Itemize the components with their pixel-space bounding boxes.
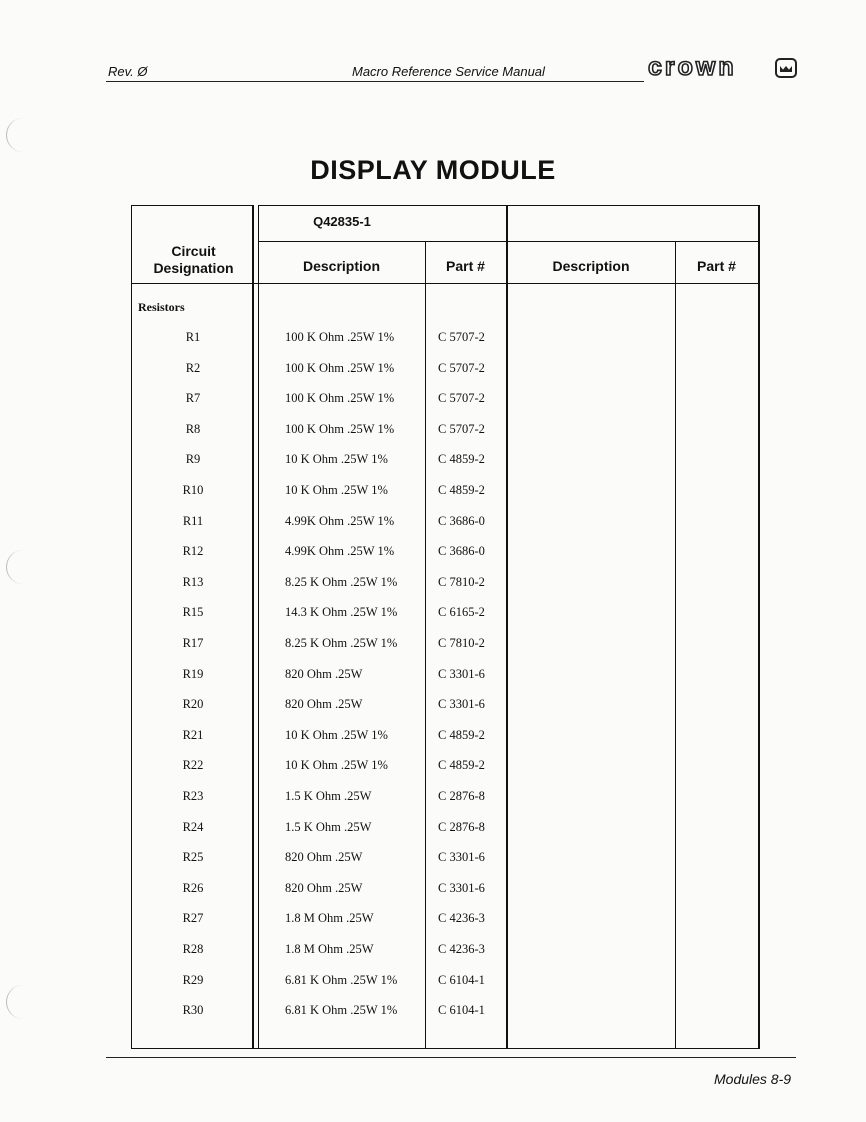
part-number-cell: C 4859-2 <box>438 727 485 742</box>
page-number: Modules 8-9 <box>714 1071 792 1087</box>
designation-cell: R25 <box>182 850 204 865</box>
designation-cell: R2 <box>185 360 201 375</box>
part-number-cell: C 7810-2 <box>438 636 485 650</box>
part-number-cell: C 6104-1 <box>438 972 485 987</box>
header-divider <box>258 241 760 242</box>
description-cell: 100 K Ohm .25W 1% <box>285 421 395 436</box>
part-number-cell: C 2876-8 <box>438 819 485 834</box>
description-cell: 6.81 K Ohm .25W 1% <box>285 972 398 987</box>
description-header-2: Description <box>552 258 630 274</box>
part-number-header-2: Part # <box>697 258 736 274</box>
description-cell: 820 Ohm .25W <box>285 666 363 681</box>
section-label: Resistors <box>138 300 185 314</box>
designation-cell: R15 <box>182 605 204 620</box>
part-number-cell: C 6165-2 <box>438 605 485 620</box>
table-row <box>0 850 866 870</box>
description-cell: 8.25 K Ohm .25W 1% <box>285 574 398 589</box>
designation-cell: R10 <box>182 483 204 497</box>
part-number-cell: C 3301-6 <box>438 697 485 712</box>
part-number-cell: C 3686-0 <box>438 544 485 559</box>
table-border-top <box>131 205 253 206</box>
designation-cell: R9 <box>185 452 201 467</box>
part-number-cell: C 4236-3 <box>438 942 485 956</box>
designation-cell: R17 <box>182 636 204 650</box>
description-cell: 820 Ohm .25W <box>285 880 363 895</box>
part-number-cell: C 4236-3 <box>438 911 485 926</box>
description-cell: 100 K Ohm .25W 1% <box>285 360 395 375</box>
table-row <box>0 544 866 564</box>
designation-cell: R11 <box>182 513 204 528</box>
description-cell: 1.8 M Ohm .25W <box>285 942 374 956</box>
part-number-cell: C 2876-8 <box>438 789 485 803</box>
designation-cell: R7 <box>185 391 201 406</box>
description-cell: 8.25 K Ohm .25W 1% <box>285 636 398 650</box>
table-row <box>0 361 866 381</box>
designation-cell: R28 <box>182 942 204 956</box>
designation-cell: R1 <box>185 330 201 344</box>
part-number-cell: C 5707-2 <box>438 421 485 436</box>
table-row <box>0 391 866 411</box>
part-number-cell: C 5707-2 <box>438 330 485 344</box>
table-row <box>0 452 866 472</box>
manual-title: Macro Reference Service Manual <box>352 64 545 79</box>
part-number-cell: C 6104-1 <box>438 1003 485 1018</box>
part-number-cell: C 5707-2 <box>438 360 485 375</box>
part-number-cell: C 3686-0 <box>438 513 485 528</box>
punch-hole <box>6 118 25 152</box>
table-row <box>0 942 866 962</box>
table-row <box>0 1003 866 1023</box>
description-header: Description <box>302 258 380 274</box>
description-cell: 10 K Ohm .25W 1% <box>285 452 388 467</box>
crown-logo <box>648 53 800 81</box>
designation-cell: R26 <box>182 880 204 895</box>
description-cell: 10 K Ohm .25W 1% <box>285 727 388 742</box>
description-cell: 820 Ohm .25W <box>285 850 363 865</box>
table-row <box>0 789 866 809</box>
description-cell: 4.99K Ohm .25W 1% <box>285 513 395 528</box>
table-row <box>0 575 866 595</box>
part-number-cell: C 4859-2 <box>438 483 485 497</box>
table-row <box>0 973 866 993</box>
table-row <box>0 758 866 778</box>
description-cell: 100 K Ohm .25W 1% <box>285 330 395 344</box>
description-cell: 1.8 M Ohm .25W <box>285 911 374 926</box>
part-number-cell: C 7810-2 <box>438 574 485 589</box>
part-number-cell: C 3301-6 <box>438 880 485 895</box>
header-bottom-rule <box>131 283 760 284</box>
designation-cell: R30 <box>182 1003 204 1018</box>
table-row <box>0 330 866 350</box>
designation-cell: R24 <box>182 819 204 834</box>
table-row <box>0 881 866 901</box>
table-row <box>0 636 866 656</box>
description-cell: 100 K Ohm .25W 1% <box>285 391 395 406</box>
part-number-header: Part # <box>446 258 485 274</box>
designation-cell: R29 <box>182 972 204 987</box>
description-cell: 10 K Ohm .25W 1% <box>285 758 388 773</box>
part-number-cell: C 5707-2 <box>438 391 485 406</box>
table-row <box>0 422 866 442</box>
description-cell: 6.81 K Ohm .25W 1% <box>285 1003 398 1018</box>
footer-rule <box>106 1057 796 1058</box>
table-row <box>0 728 866 748</box>
table-row <box>0 697 866 717</box>
designation-cell: R8 <box>185 421 201 436</box>
description-cell: 10 K Ohm .25W 1% <box>285 483 388 497</box>
table-row <box>0 514 866 534</box>
part-number-cell: C 4859-2 <box>438 452 485 467</box>
model-number: Q42835-1 <box>313 214 371 229</box>
designation-cell: R19 <box>182 666 204 681</box>
table-row <box>0 911 866 931</box>
description-cell: 4.99K Ohm .25W 1% <box>285 544 395 559</box>
crown-icon <box>775 58 797 78</box>
designation-cell: R20 <box>182 697 204 712</box>
designation-cell: R23 <box>182 789 204 803</box>
description-cell: 1.5 K Ohm .25W <box>285 789 372 803</box>
table-row <box>0 605 866 625</box>
part-number-cell: C 3301-6 <box>438 850 485 865</box>
table-border-top <box>258 205 760 206</box>
circuit-designation-header: Circuit Designation <box>153 243 234 276</box>
designation-cell: R27 <box>182 911 204 926</box>
table-row <box>0 667 866 687</box>
description-cell: 1.5 K Ohm .25W <box>285 819 372 834</box>
description-cell: 14.3 K Ohm .25W 1% <box>285 605 398 620</box>
table-border-bottom <box>131 1048 760 1049</box>
designation-cell: R12 <box>182 544 204 559</box>
revision-label: Rev. Ø <box>108 64 148 79</box>
description-cell: 820 Ohm .25W <box>285 697 363 712</box>
table-row <box>0 483 866 503</box>
designation-cell: R22 <box>182 758 204 773</box>
designation-cell: R21 <box>182 727 204 742</box>
part-number-cell: C 4859-2 <box>438 758 485 773</box>
part-number-cell: C 3301-6 <box>438 666 485 681</box>
designation-cell: R13 <box>182 574 204 589</box>
header-rule <box>106 81 644 82</box>
page-title: DISPLAY MODULE <box>310 155 556 185</box>
logo-wordmark: crown <box>648 53 737 81</box>
table-row <box>0 820 866 840</box>
